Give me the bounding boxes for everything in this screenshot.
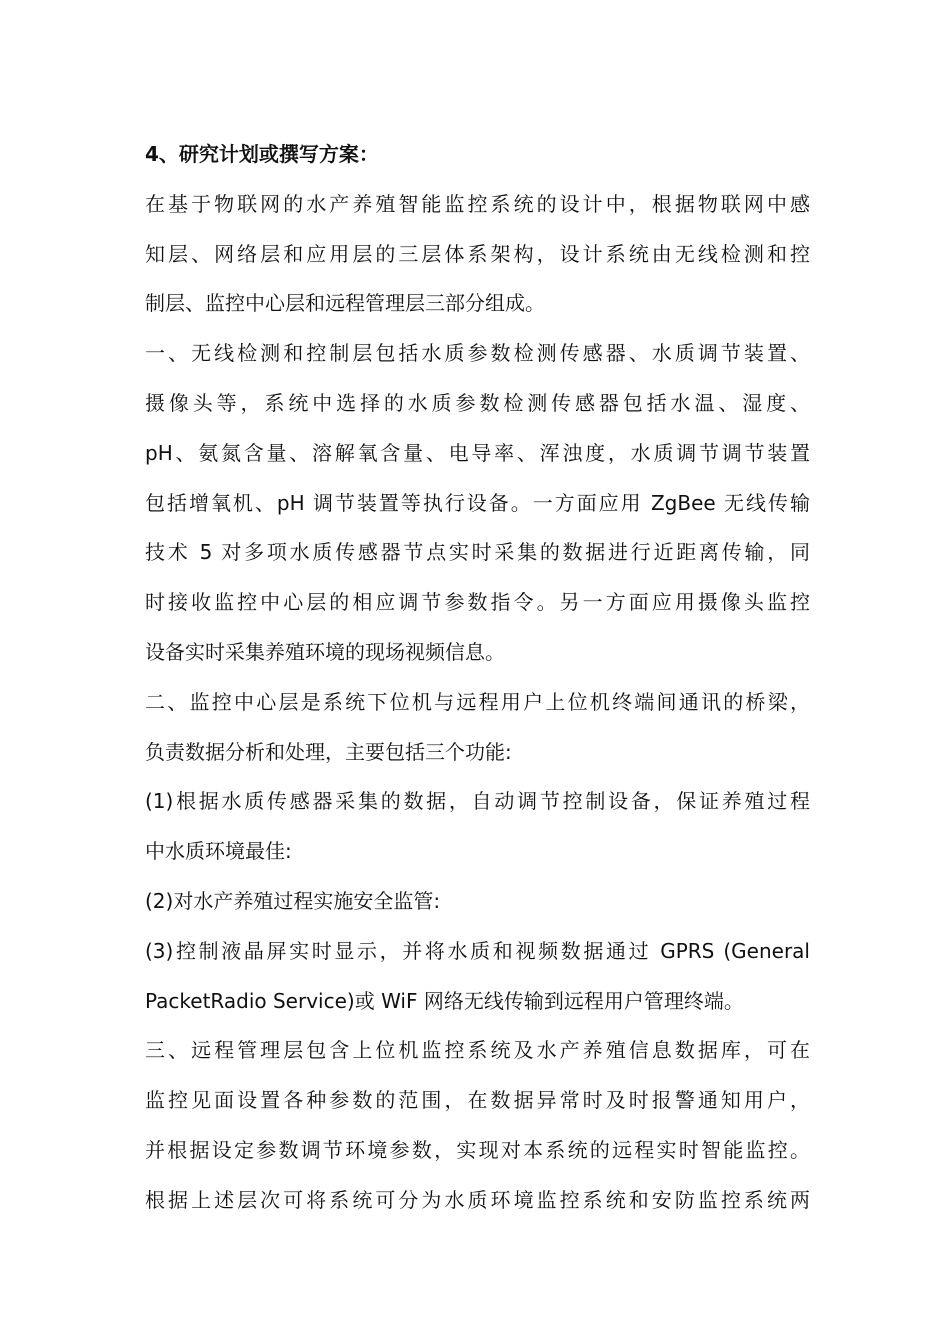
paragraph-line-9: 时接收监控中心层的相应调节参数指令。另一方面应用摄像头监控 xyxy=(145,590,810,615)
paragraph-line-5: 摄像头等，系统中选择的水质参数检测传感器包括水温、湿度、 xyxy=(145,390,810,415)
paragraph-line-19: 监控见面设置各种参数的范围，在数据异常时及时报警通知用户， xyxy=(145,1088,810,1113)
paragraph-line-2: 知层、网络层和应用层的三层体系架构，设计系统由无线检测和控 xyxy=(145,241,810,266)
paragraph-line-6: pH、氨氮含量、溶解氧含量、电导率、浑浊度，水质调节调节装置 xyxy=(145,440,810,465)
paragraph-line-7: 包括增氧机、pH 调节装置等执行设备。一方面应用 ZgBee 无线传输 xyxy=(145,490,810,515)
paragraph-line-12: 负责数据分析和处理，主要包括三个功能: xyxy=(145,739,512,764)
paragraph-line-16: (3)控制液晶屏实时显示，并将水质和视频数据通过 GPRS (General xyxy=(145,938,810,963)
paragraph-line-21: 根据上述层次可将系统可分为水质环境监控系统和安防监控系统两 xyxy=(145,1187,810,1212)
paragraph-line-3: 制层、监控中心层和远程管理层三部分组成。 xyxy=(145,291,545,316)
paragraph-line-4: 一、无线检测和控制层包括水质参数检测传感器、水质调节装置、 xyxy=(145,341,810,366)
paragraph-line-20: 并根据设定参数调节环境参数，实现对本系统的远程实时智能监控。 xyxy=(145,1137,810,1162)
paragraph-line-18: 三、远程管理层包含上位机监控系统及水产养殖信息数据库，可在 xyxy=(145,1038,810,1063)
paragraph-line-15: (2)对水产养殖过程实施安全监管: xyxy=(145,888,441,913)
section-heading: 4、研究计划或撰写方案： xyxy=(145,142,379,166)
paragraph-line-1: 在基于物联网的水产养殖智能监控系统的设计中，根据物联网中感 xyxy=(145,191,810,216)
paragraph-line-10: 设备实时采集养殖环境的现场视频信息。 xyxy=(145,639,505,664)
document-body xyxy=(145,130,810,1226)
paragraph-line-17: PacketRadio Service)或 WiF 网络无线传输到远程用户管理终端。 xyxy=(145,988,744,1013)
paragraph-line-13: (1)根据水质传感器采集的数据，自动调节控制设备，保证养殖过程 xyxy=(145,789,810,814)
paragraph-line-14: 中水质环境最佳: xyxy=(145,839,292,864)
paragraph-line-8: 技术 5 对多项水质传感器节点实时采集的数据进行近距离传输，同 xyxy=(145,540,810,565)
paragraph-line-11: 二、监控中心层是系统下位机与远程用户上位机终端间通讯的桥梁， xyxy=(145,689,810,714)
